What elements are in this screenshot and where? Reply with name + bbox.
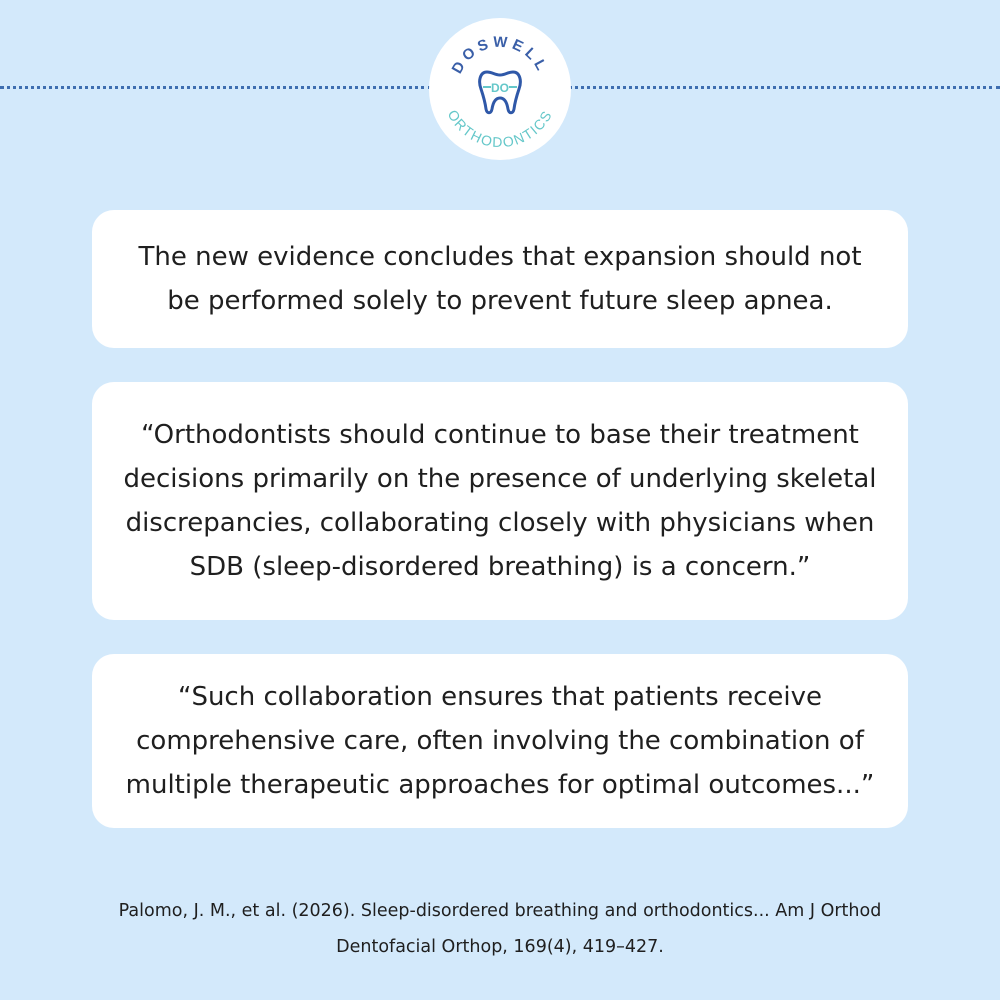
logo-top-text: DOSWELL	[448, 33, 552, 77]
logo-bottom-text: ORTHODONTICS	[444, 106, 556, 151]
citation: Palomo, J. M., et al. (2026). Sleep-disordered breathing and orthodontics... Am J Orthod Dentofacial Orthop, 169(4), 419–427.	[118, 901, 882, 957]
statement-text: The new evidence concludes that expansion should not be performed solely to prevent future sleep apnea.	[138, 242, 862, 316]
quote-text: “Orthodontists should continue to base their treatment decisions primarily on the presence of underlying skeletal discrepancies, collaborating closely with physicians when SDB (sleep-disordered breathing) is a concern.”	[123, 420, 877, 582]
dotted-divider-right	[568, 86, 1000, 89]
logo-monogram: DO	[491, 81, 509, 95]
dotted-divider-left	[0, 86, 432, 89]
quote-card	[92, 382, 908, 620]
quote-text: “Such collaboration ensures that patients receive comprehensive care, often involving the combination of multiple therapeutic approaches for optimal outcomes...”	[125, 682, 875, 800]
statement-card	[92, 210, 908, 348]
quote-card	[92, 654, 908, 828]
doswell-orthodontics-logo	[428, 17, 572, 161]
